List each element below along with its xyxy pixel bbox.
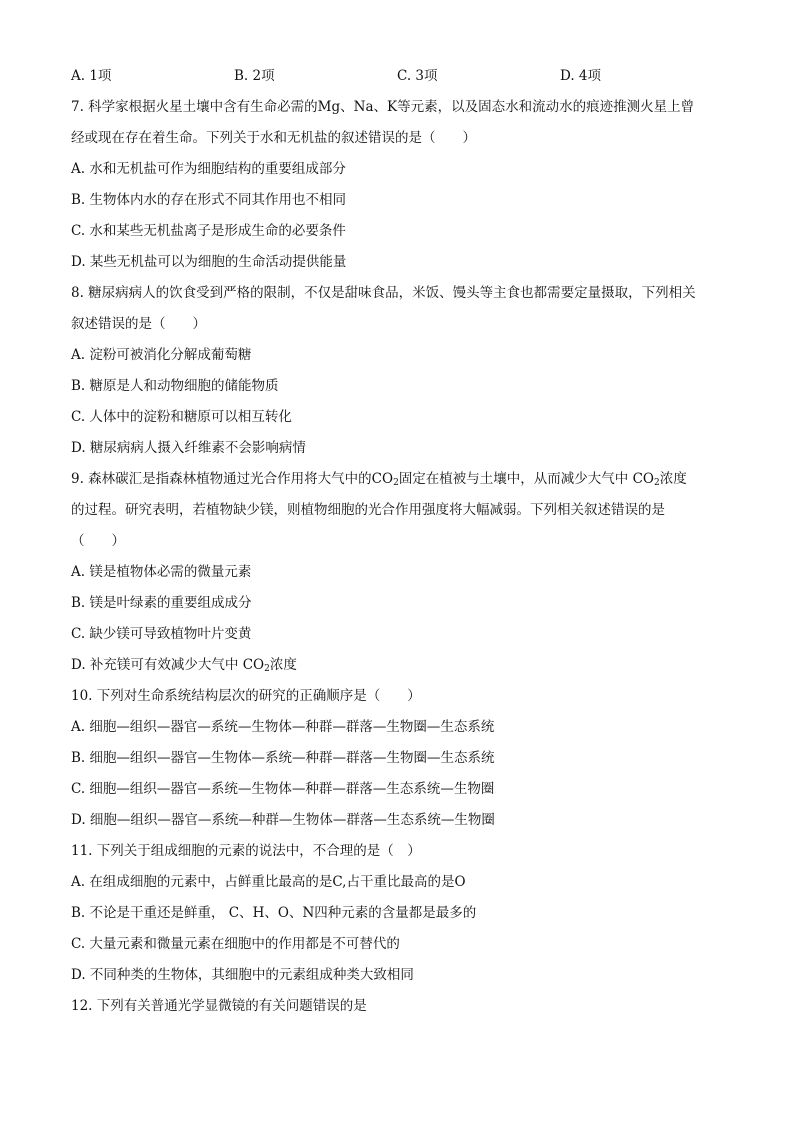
- q11-stem: 11. 下列关于组成细胞的元素的说法中，不合理的是（ ）: [71, 843, 421, 859]
- q7-option-a: A. 水和无机盐可作为细胞结构的重要组成部分: [71, 161, 346, 177]
- q8-option-b: B. 糖原是人和动物细胞的储能物质: [71, 378, 279, 394]
- q6-option-c: C. 3项: [397, 68, 438, 84]
- q9-stem-line2: 的过程。研究表明，若植物缺少镁，则植物细胞的光合作用强度将大幅减弱。下列相关叙述错误的是: [71, 502, 665, 518]
- q9-stem-part1: 9. 森林碳汇是指森林植物通过光合作用将大气中的CO: [71, 471, 394, 487]
- q9-stem-line1: [71, 465, 731, 496]
- q11-option-d: D. 不同种类的生物体，其细胞中的元素组成种类大致相同: [71, 967, 414, 983]
- question-11: [71, 837, 731, 992]
- question-10: [71, 682, 731, 837]
- q9-stem-line3: （ ）: [71, 533, 125, 549]
- q9-subscript-1: 2: [393, 478, 399, 488]
- question-8: [71, 279, 731, 465]
- question-9: [71, 465, 731, 682]
- q9-option-b: B. 镁是叶绿素的重要组成成分: [71, 595, 252, 611]
- q7-option-d: D. 某些无机盐可以为细胞的生命活动提供能量: [71, 254, 347, 270]
- q9-subscript-2: 2: [654, 478, 660, 488]
- q7-option-b: B. 生物体内水的存在形式不同其作用也不相同: [71, 192, 347, 208]
- q9-stem-part3: 浓度: [659, 471, 687, 487]
- q9-option-d-part2: 浓度: [269, 657, 297, 673]
- q11-option-b: B. 不论是干重还是鲜重， C、H、O、N四种元素的含量都是最多的: [71, 905, 477, 921]
- exam-page: [71, 62, 731, 1023]
- q9-option-d-part1: D. 补充镁可有效减少大气中 CO: [71, 657, 265, 673]
- q6-option-d: D. 4项: [560, 68, 602, 84]
- q10-option-c: C. 细胞—组织—器官—系统—生物体—种群—群落—生态系统—生物圈: [71, 781, 495, 797]
- q8-option-c: C. 人体中的淀粉和糖原可以相互转化: [71, 409, 292, 425]
- q6-option-b: B. 2项: [234, 68, 275, 84]
- q9-option-d: [71, 651, 731, 682]
- question-12: [71, 992, 731, 1023]
- q9-option-d-subscript: 2: [264, 664, 270, 674]
- q6-options: [71, 62, 731, 93]
- q9-stem-part2: 固定在植被与土壤中，从而减少大气中 CO: [398, 471, 655, 487]
- q8-option-a: A. 淀粉可被消化分解成葡萄糖: [71, 347, 252, 363]
- question-7: [71, 93, 731, 279]
- q9-option-a: A. 镁是植物体必需的微量元素: [71, 564, 252, 580]
- q10-stem: 10. 下列对生命系统结构层次的研究的正确顺序是（ ）: [71, 688, 421, 704]
- q10-option-a: A. 细胞—组织—器官—系统—生物体—种群—群落—生物圈—生态系统: [71, 719, 495, 735]
- q6-option-a: A. 1项: [71, 68, 112, 84]
- q8-stem-line1: 8. 糖尿病病人的饮食受到严格的限制，不仅是甜味食品，米饭、馒头等主食也都需要定量摄取，下列相关: [71, 285, 696, 301]
- q11-option-a: A. 在组成细胞的元素中，占鲜重比最高的是C,占干重比最高的是O: [71, 874, 466, 890]
- q10-option-b: B. 细胞—组织—器官—生物体—系统—种群—群落—生物圈—生态系统: [71, 750, 495, 766]
- q12-stem: 12. 下列有关普通光学显微镜的有关问题错误的是: [71, 998, 367, 1014]
- q11-option-c: C. 大量元素和微量元素在细胞中的作用都是不可替代的: [71, 936, 400, 952]
- q7-stem-line2: 经或现在存在着生命。下列关于水和无机盐的叙述错误的是（ ）: [71, 130, 476, 146]
- q7-option-c: C. 水和某些无机盐离子是形成生命的必要条件: [71, 223, 346, 239]
- q9-option-c: C. 缺少镁可导致植物叶片变黄: [71, 626, 252, 642]
- q7-stem-line1: 7. 科学家根据火星土壤中含有生命必需的Mg、Na、K等元素，以及固态水和流动水的痕迹推测火星上曾: [71, 99, 695, 115]
- q8-option-d: D. 糖尿病病人摄入纤维素不会影响病情: [71, 440, 306, 456]
- q10-option-d: D. 细胞—组织—器官—系统—种群—生物体—群落—生态系统—生物圈: [71, 812, 495, 828]
- q8-stem-line2: 叙述错误的是（ ）: [71, 316, 206, 332]
